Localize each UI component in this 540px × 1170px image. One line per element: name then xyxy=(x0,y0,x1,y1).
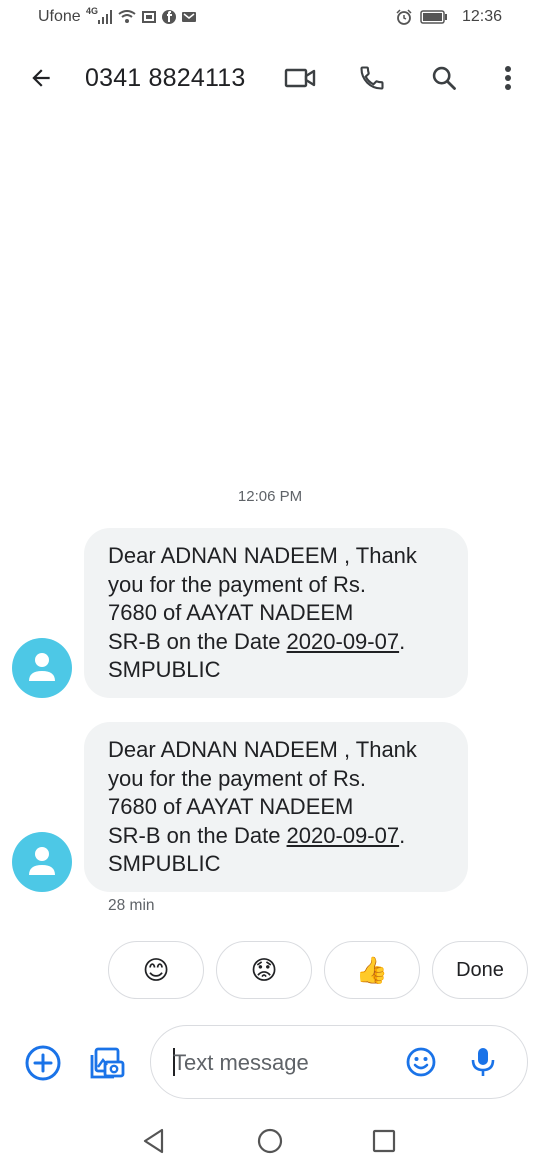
message-text: SR-B on the Date xyxy=(108,822,287,848)
message-line: 7680 of AAYAT NADEEM xyxy=(108,600,354,625)
message-line: Dear ADNAN NADEEM , Thank xyxy=(108,737,417,762)
message-bubble[interactable] xyxy=(84,722,468,892)
gmail-icon xyxy=(182,10,196,24)
video-call-icon xyxy=(284,65,316,91)
message-line xyxy=(108,628,446,657)
circle-home-icon xyxy=(257,1128,283,1154)
network-type-label: 4G xyxy=(86,6,99,16)
app-bar xyxy=(0,36,540,120)
date-link[interactable]: 2020-09-07 xyxy=(286,628,400,654)
suggestion-chip-done[interactable] xyxy=(432,941,528,999)
message-status: 28 min xyxy=(108,897,155,914)
suggestion-chip-worried[interactable] xyxy=(216,941,312,999)
clock: 12:36 xyxy=(461,8,502,25)
status-icons-left xyxy=(86,6,196,24)
message-line xyxy=(108,822,446,851)
back-button[interactable] xyxy=(17,54,65,102)
facebook-icon xyxy=(162,10,176,24)
carrier-label: Ufone xyxy=(38,8,81,25)
voice-input-button[interactable] xyxy=(459,1038,507,1086)
message-line: Dear ADNAN NADEEM , Thank xyxy=(108,543,417,568)
add-attachment-button[interactable] xyxy=(19,1039,67,1087)
date-link[interactable]: 2020-09-07 xyxy=(286,822,400,848)
message-text: . xyxy=(399,822,406,848)
conversation-title: 0341 8824113 xyxy=(85,64,246,92)
wifi-icon xyxy=(118,10,136,24)
avatar[interactable] xyxy=(12,638,72,698)
triangle-back-icon xyxy=(142,1128,166,1154)
suggestion-chip-smile[interactable] xyxy=(108,941,204,999)
message-timestamp: 12:06 PM xyxy=(237,488,303,505)
emoji-button[interactable] xyxy=(397,1038,445,1086)
worried-emoji-icon: 😟 xyxy=(250,954,278,985)
message-compose-field[interactable] xyxy=(150,1025,528,1099)
add-circle-icon xyxy=(24,1044,62,1082)
status-icons-right xyxy=(396,9,448,25)
nav-home-button[interactable] xyxy=(246,1117,294,1165)
search-button[interactable] xyxy=(420,54,468,102)
more-vert-icon xyxy=(504,65,512,91)
emoji-icon xyxy=(405,1046,437,1078)
smile-emoji-icon: 😊 xyxy=(142,954,170,985)
message-line: you for the payment of Rs. xyxy=(108,765,367,791)
call-button[interactable] xyxy=(348,54,396,102)
thumbs-up-emoji-icon: 👍 xyxy=(355,954,389,985)
phone-icon xyxy=(358,64,386,92)
message-line: SMPUBLIC xyxy=(108,657,221,682)
alarm-icon xyxy=(396,9,412,25)
message-text: SR-B on the Date xyxy=(108,628,287,654)
battery-icon xyxy=(420,10,448,24)
message-bubble[interactable] xyxy=(84,528,468,698)
video-call-button[interactable] xyxy=(276,54,324,102)
nav-back-button[interactable] xyxy=(130,1117,178,1165)
status-bar xyxy=(0,0,540,36)
nav-recents-button[interactable] xyxy=(360,1117,408,1165)
system-navigation-bar xyxy=(0,1112,540,1170)
microphone-icon xyxy=(470,1046,496,1078)
message-text: . xyxy=(399,628,406,654)
more-options-button[interactable] xyxy=(484,54,532,102)
gallery-icon xyxy=(88,1044,126,1082)
suggestion-chip-thumbs-up[interactable] xyxy=(324,941,420,999)
done-label: Done xyxy=(456,958,504,981)
person-icon xyxy=(26,651,58,685)
square-recents-icon xyxy=(372,1129,396,1153)
message-line: you for the payment of Rs. xyxy=(108,571,367,597)
message-line: 7680 of AAYAT NADEEM xyxy=(108,794,354,819)
avatar[interactable] xyxy=(12,832,72,892)
signal-icon xyxy=(98,10,112,24)
compose-placeholder: Text message xyxy=(173,1050,309,1075)
search-icon xyxy=(430,64,458,92)
back-arrow-icon xyxy=(28,65,54,91)
person-icon xyxy=(26,845,58,879)
message-line: SMPUBLIC xyxy=(108,851,221,876)
gallery-button[interactable] xyxy=(83,1039,131,1087)
sim-icon xyxy=(142,10,156,24)
